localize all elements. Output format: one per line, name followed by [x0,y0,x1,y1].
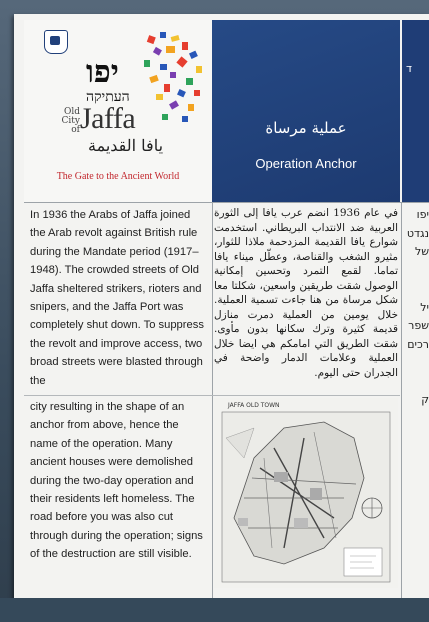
logo-arabic: يافا القديمة [88,136,164,155]
logo-cityof-label: City of [61,116,80,135]
arabic-text: في عام 1936 انضم عرب يافا إلى الثورة العربية ضد الانتداب البريطاني. استخدمت شوارع يافا القديمة المزدحمة ملاذا للثوار، مثيرو الشغب والقناصة، وعطّل ميناء يافا تماما. لقمع التمرد وتحسين إمكانية الوصول شقت طريقين واسعين، شكلتا معا شكل مرساة من هنا جاءت تسمية العملية. خلال يومين من العملية دمرت منازل قديمة كثيرة وترك سكانها بدون مأوى. شقت الطريق التي امامكم هي ايضا خلال العملية وعلامات الدمار واضحة في الجدران حتى اليوم. [214,207,398,379]
hebrew-line: יל [420,300,429,314]
logo-jaffa: Jaffa [80,102,136,135]
logo-tagline: The Gate to the Ancient World [56,171,180,182]
panel-divider [24,395,400,396]
logo-old-city [56,108,80,135]
column-divider-1 [212,202,213,598]
hebrew-line: של [414,245,429,258]
hebrew-line: יפו [416,208,429,221]
title-panel [212,20,400,202]
column-divider-2 [401,202,402,598]
hebrew-line: נגדט [406,226,429,240]
logo-hebrew-sub: העתיקה [86,89,130,105]
logo-hebrew-main: יפו [86,54,119,90]
hebrew-line: ק [421,393,429,406]
arabic-title: عملية مرساة [265,119,347,137]
old-town-map [214,398,398,588]
english-text-part1: In 1936 the Arabs of Jaffa joined the Arab revolt against British rule during the Mandate period (1917–1948). The crowded streets of Old Jaffa sheltered strikers, rioters and snipers, and the Jaffa Port was completely shut down. To suppress the revolt and improve access, two broad streets were blasted through the [30,209,204,387]
hebrew-line: רכים [407,337,429,351]
hebrew-line: שפר [408,319,429,332]
hebrew-title-fragment: ד [406,62,413,75]
sign-frame-bottom [0,598,429,622]
header-divider [24,202,429,203]
municipal-emblem-icon [44,30,68,54]
map-title: JAFFA OLD TOWN [228,402,280,409]
english-text-part2: city resulting in the shape of an anchor from above, hence the name of the operation. Many ancient houses were demolished during the two-day operation and their residents left homeless. The road before you was also cut through during the operation; signs of the destruction are still visible. [30,401,203,561]
english-title: Operation Anchor [255,156,357,171]
map-drawing [214,398,398,588]
logo-old-label: Old [63,107,80,117]
hebrew-text-fragment [404,206,429,410]
title-panel-edge [402,20,429,202]
confetti-logo-icon [138,30,210,130]
